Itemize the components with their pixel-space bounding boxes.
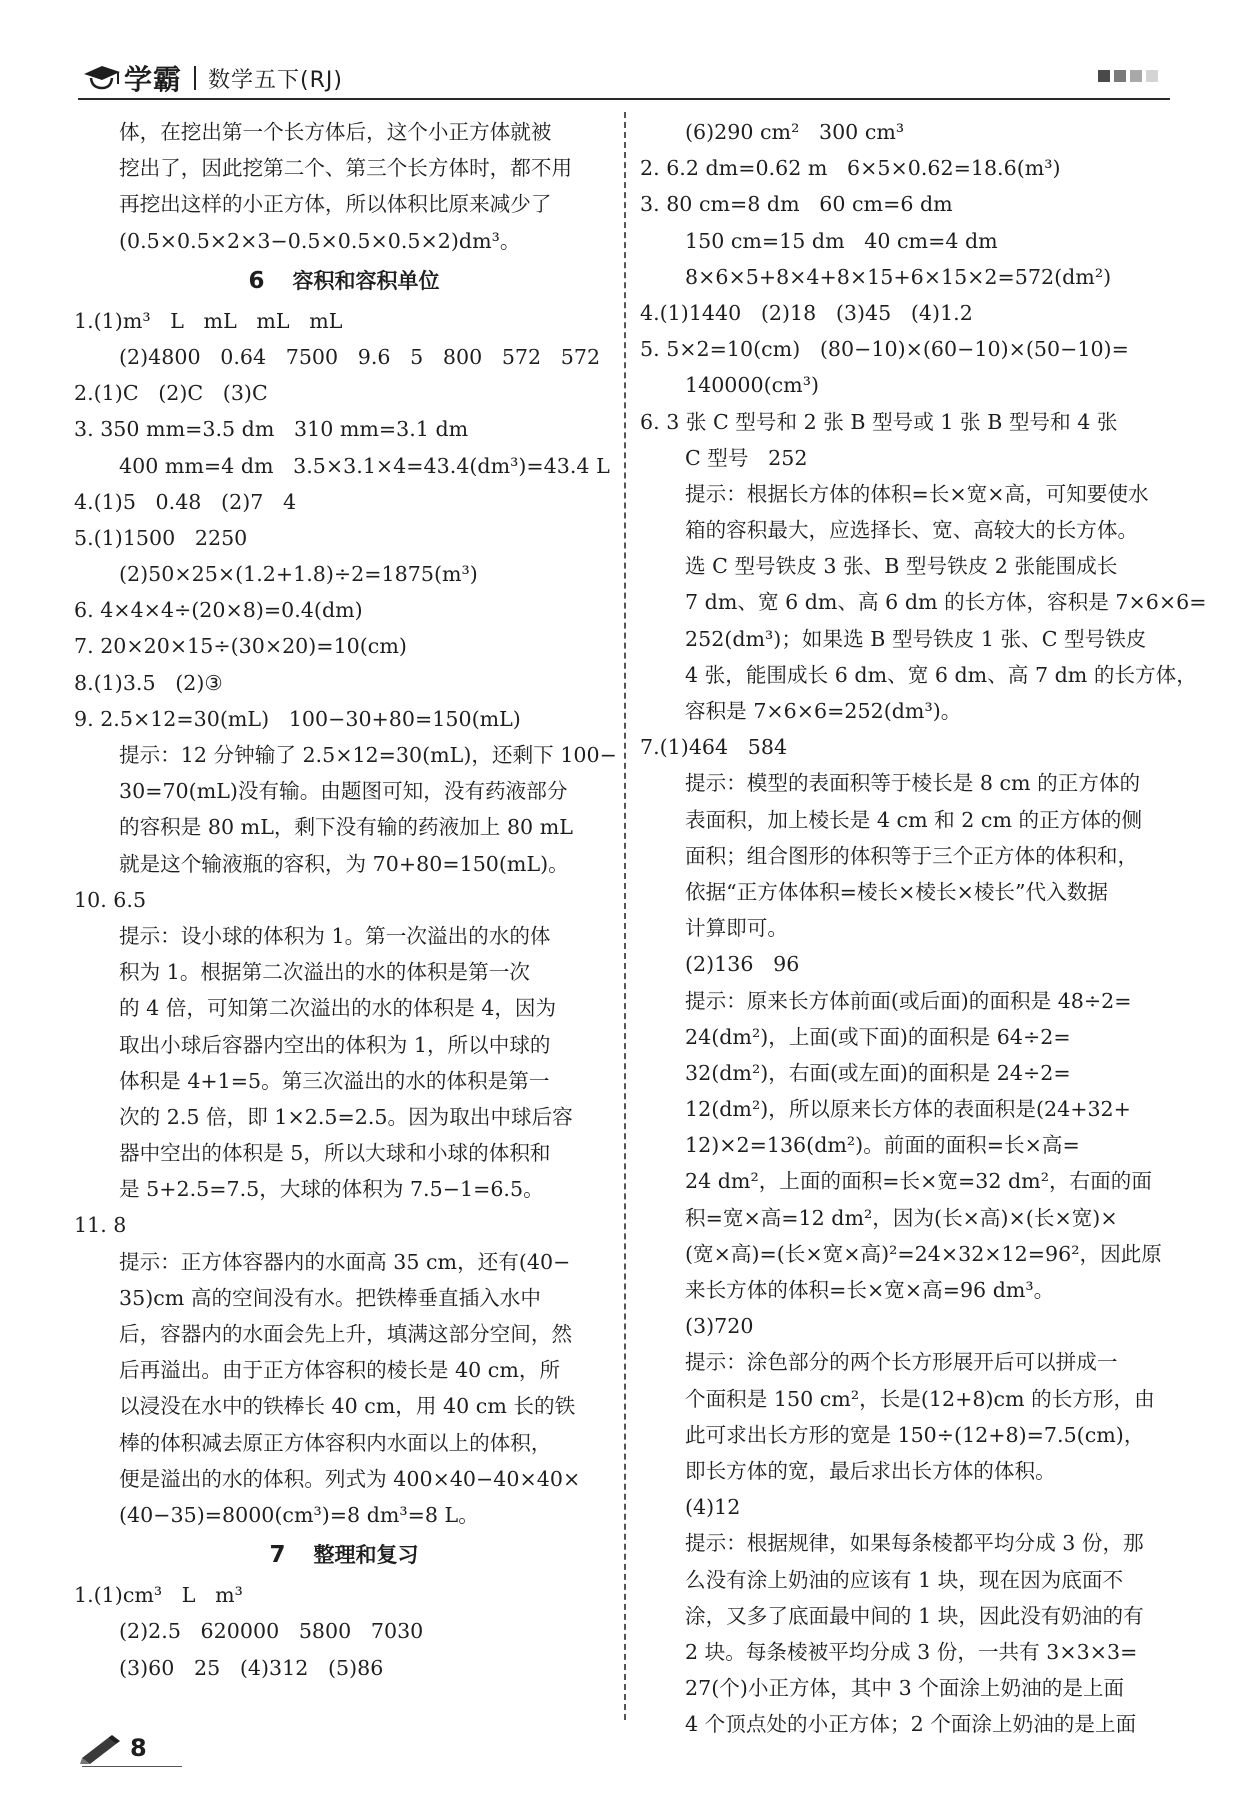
hint-line: 提示：设小球的体积为 1。第一次溢出的水的体 xyxy=(119,923,551,948)
pencil-icon xyxy=(78,1732,122,1764)
hint-line: 24 dm²，上面的面积=长×宽=32 dm²，右面的面 xyxy=(685,1169,1152,1194)
hint-line: 表面积，加上棱长是 4 cm 和 2 cm 的正方体的侧 xyxy=(685,807,1143,832)
hint-line: 此可求出长方形的宽是 150÷(12+8)=7.5(cm)， xyxy=(685,1422,1145,1447)
header-divider xyxy=(194,66,196,90)
answer-line: (4)12 xyxy=(685,1495,741,1520)
hint-line: 32(dm²)，右面(或左面)的面积是 24÷2= xyxy=(685,1060,1071,1085)
hint-line: 的 4 倍，可知第二次溢出的水的体积是 4，因为 xyxy=(119,996,557,1021)
answer-line: 8.(1)3.5 (2)③ xyxy=(74,670,223,695)
hint-line: 箱的容积最大，应选择长、宽、高较大的长方体。 xyxy=(685,518,1139,543)
hint-line: 容积是 7×6×6=252(dm³)。 xyxy=(685,699,962,723)
hint-line: 是 5+2.5=7.5，大球的体积为 7.5−1=6.5。 xyxy=(119,1177,544,1202)
answer-line: (2)50×25×(1.2+1.8)÷2=1875(m³) xyxy=(119,562,478,587)
answer-line: 2.(1)C (2)C (3)C xyxy=(74,381,268,406)
header-rule xyxy=(78,98,1170,100)
hint-line: 以浸没在水中的铁棒长 40 cm，用 40 cm 长的铁 xyxy=(119,1394,576,1419)
hint-line: 计算即可。 xyxy=(685,916,788,941)
section-heading xyxy=(74,259,614,303)
text-line: 再挖出这样的小正方体，所以体积比原来减少了 xyxy=(119,192,552,217)
answer-line: 3. 350 mm=3.5 dm 310 mm=3.1 dm xyxy=(74,417,469,442)
answer-line: 11. 8 xyxy=(74,1213,127,1238)
answer-line: (2)136 96 xyxy=(685,952,800,977)
answer-line: 5.(1)1500 2250 xyxy=(74,525,248,550)
hint-line: (宽×高)=(长×宽×高)²=24×32×12=96²，因此原 xyxy=(685,1241,1162,1266)
hint-line: 面积；组合图形的体积等于三个正方体的体积和， xyxy=(685,843,1139,868)
hint-line: 个面积是 150 cm²，长是(12+8)cm 的长方形，由 xyxy=(685,1386,1155,1411)
answer-line: 6. 3 张 C 型号和 2 张 B 型号或 1 张 B 型号和 4 张 xyxy=(640,409,1118,434)
hint-line: 后，容器内的水面会先上升，填满这部分空间，然 xyxy=(119,1322,573,1346)
answer-line: 4.(1)5 0.48 (2)7 4 xyxy=(74,489,297,514)
hint-line: 器中空出的体积是 5，所以大球和小球的体积和 xyxy=(119,1141,551,1166)
hint-line: 即长方体的宽，最后求出长方体的体积。 xyxy=(685,1458,1056,1483)
hint-line: 12)×2=136(dm²)。前面的面积=长×高= xyxy=(685,1133,1080,1158)
answer-line: (2)2.5 620000 5800 7030 xyxy=(119,1619,424,1644)
answer-line: 6. 4×4×4÷(20×8)=0.4(dm) xyxy=(74,598,363,623)
answer-line: 7. 20×20×15÷(30×20)=10(cm) xyxy=(74,634,407,659)
text-line: (0.5×0.5×2×3−0.5×0.5×0.5×2)dm³。 xyxy=(119,228,521,253)
answer-line: 10. 6.5 xyxy=(74,887,147,912)
answer-line: 9. 2.5×12=30(mL) 100−30+80=150(mL) xyxy=(74,706,521,731)
hint-line: 35)cm 高的空间没有水。把铁棒垂直插入水中 xyxy=(119,1285,541,1310)
hint-line: 次的 2.5 倍，即 1×2.5=2.5。因为取出中球后容 xyxy=(119,1104,573,1129)
answer-line: 4.(1)1440 (2)18 (3)45 (4)1.2 xyxy=(640,300,973,325)
hint-line: 积为 1。根据第二次溢出的水的体积是第一次 xyxy=(119,960,530,985)
answer-line: 140000(cm³) xyxy=(685,373,820,398)
book-subtitle: 数学五下(RJ) xyxy=(208,67,343,93)
section-title: 整理和复习 xyxy=(313,1543,419,1568)
hint-line: 提示：原来长方体前面(或后面)的面积是 48÷2= xyxy=(685,988,1132,1013)
answer-line: (3)60 25 (4)312 (5)86 xyxy=(119,1655,384,1680)
hint-line: 依据“正方体体积=棱长×棱长×棱长”代入数据 xyxy=(685,879,1108,904)
answer-line: 1.(1)cm³ L m³ xyxy=(74,1583,243,1608)
hint-line: 后再溢出。由于正方体容积的棱长是 40 cm，所 xyxy=(119,1358,561,1383)
answer-line: 7.(1)464 584 xyxy=(640,735,788,760)
hint-line: 提示：涂色部分的两个长方形展开后可以拼成一 xyxy=(685,1350,1118,1375)
hint-line: 提示：正方体容器内的水面高 35 cm，还有(40− xyxy=(119,1249,571,1274)
text-line: 挖出了，因此挖第二个、第三个长方体时，都不用 xyxy=(119,156,573,181)
answer-line: 1.(1)m³ L mL mL mL xyxy=(74,308,343,333)
section-heading xyxy=(74,1533,614,1577)
hint-line: 2 块。每条棱被平均分成 3 份，一共有 3×3×3= xyxy=(685,1639,1138,1664)
hint-line: 24(dm²)，上面(或下面)的面积是 64÷2= xyxy=(685,1024,1071,1049)
answer-line: 8×6×5+8×4+8×15+6×15×2=572(dm²) xyxy=(685,264,1112,289)
footer-rule xyxy=(82,1766,182,1767)
section-number: 7 xyxy=(269,1542,286,1569)
section-title: 容积和容积单位 xyxy=(292,268,440,293)
answer-line: (6)290 cm² 300 cm³ xyxy=(685,120,905,144)
hint-line: 4 张，能围成长 6 dm、宽 6 dm、高 7 dm 的长方体， xyxy=(685,662,1197,687)
hint-line: 的容积是 80 mL，剩下没有输的药液加上 80 mL xyxy=(119,815,573,840)
answer-line: (2)4800 0.64 7500 9.6 5 800 572 572 xyxy=(119,344,601,369)
answer-line: 400 mm=4 dm 3.5×3.1×4=43.4(dm³)=43.4 L xyxy=(119,453,610,478)
hint-line: 7 dm、宽 6 dm、高 6 dm 的长方体，容积是 7×6×6= xyxy=(685,590,1207,615)
hint-line: 提示：根据长方体的体积=长×宽×高，可知要使水 xyxy=(685,481,1149,506)
answer-line: C 型号 252 xyxy=(685,445,808,470)
graduation-cap-icon xyxy=(78,60,122,96)
answer-line: 5. 5×2=10(cm) (80−10)×(60−10)×(50−10)= xyxy=(640,337,1129,362)
hint-line: 提示：根据规律，如果每条棱都平均分成 3 份，那 xyxy=(685,1531,1144,1556)
hint-line: 么没有涂上奶油的应该有 1 块，现在因为底面不 xyxy=(685,1567,1124,1592)
hint-line: 取出小球后容器内空出的体积为 1，所以中球的 xyxy=(119,1032,551,1057)
page-header xyxy=(78,60,1170,96)
hint-line: 就是这个输液瓶的容积，为 70+80=150(mL)。 xyxy=(119,851,569,876)
hint-line: 252(dm³)；如果选 B 型号铁皮 1 张、C 型号铁皮 xyxy=(685,626,1147,651)
answer-line: 3. 80 cm=8 dm 60 cm=6 dm xyxy=(640,192,953,217)
hint-line: 27(个)小正方体，其中 3 个面涂上奶油的是上面 xyxy=(685,1676,1125,1701)
right-column xyxy=(640,114,1207,1742)
hint-line: 体积是 4+1=5。第三次溢出的水的体积是第一 xyxy=(119,1068,550,1093)
hint-line: 30=70(mL)没有输。由题图可知，没有药液部分 xyxy=(119,779,568,804)
hint-line: 提示：12 分钟输了 2.5×12=30(mL)，还剩下 100− xyxy=(119,743,617,767)
hint-line: 选 C 型号铁皮 3 张、B 型号铁皮 2 张能围成长 xyxy=(685,554,1118,579)
hint-line: 提示：模型的表面积等于棱长是 8 cm 的正方体的 xyxy=(685,771,1141,796)
hint-line: 4 个顶点处的小正方体；2 个面涂上奶油的是上面 xyxy=(685,1712,1137,1737)
answer-line: 150 cm=15 dm 40 cm=4 dm xyxy=(685,228,998,253)
header-decoration xyxy=(1098,70,1158,82)
hint-line: 来长方体的体积=长×宽×高=96 dm³。 xyxy=(685,1278,1055,1302)
left-column xyxy=(74,114,617,1686)
brand-name: 学霸 xyxy=(124,63,183,96)
section-number: 6 xyxy=(248,267,265,294)
answer-line: 2. 6.2 dm=0.62 m 6×5×0.62=18.6(m³) xyxy=(640,156,1061,181)
hint-line: 便是溢出的水的体积。列式为 400×40−40×40× xyxy=(119,1466,581,1491)
page-number: 8 xyxy=(130,1734,147,1762)
column-separator xyxy=(624,112,626,1720)
hint-line: 棒的体积减去原正方体容积内水面以上的体积， xyxy=(119,1430,552,1455)
text-line: 体，在挖出第一个长方体后，这个小正方体就被 xyxy=(119,120,552,144)
hint-line: 12(dm²)，所以原来长方体的表面积是(24+32+ xyxy=(685,1097,1131,1122)
answer-line: (3)720 xyxy=(685,1314,754,1339)
hint-line: 涂，又多了底面最中间的 1 块，因此没有奶油的有 xyxy=(685,1603,1144,1628)
hint-line: 积=宽×高=12 dm²，因为(长×高)×(长×宽)× xyxy=(685,1205,1118,1230)
hint-line: (40−35)=8000(cm³)=8 dm³=8 L。 xyxy=(119,1502,479,1527)
